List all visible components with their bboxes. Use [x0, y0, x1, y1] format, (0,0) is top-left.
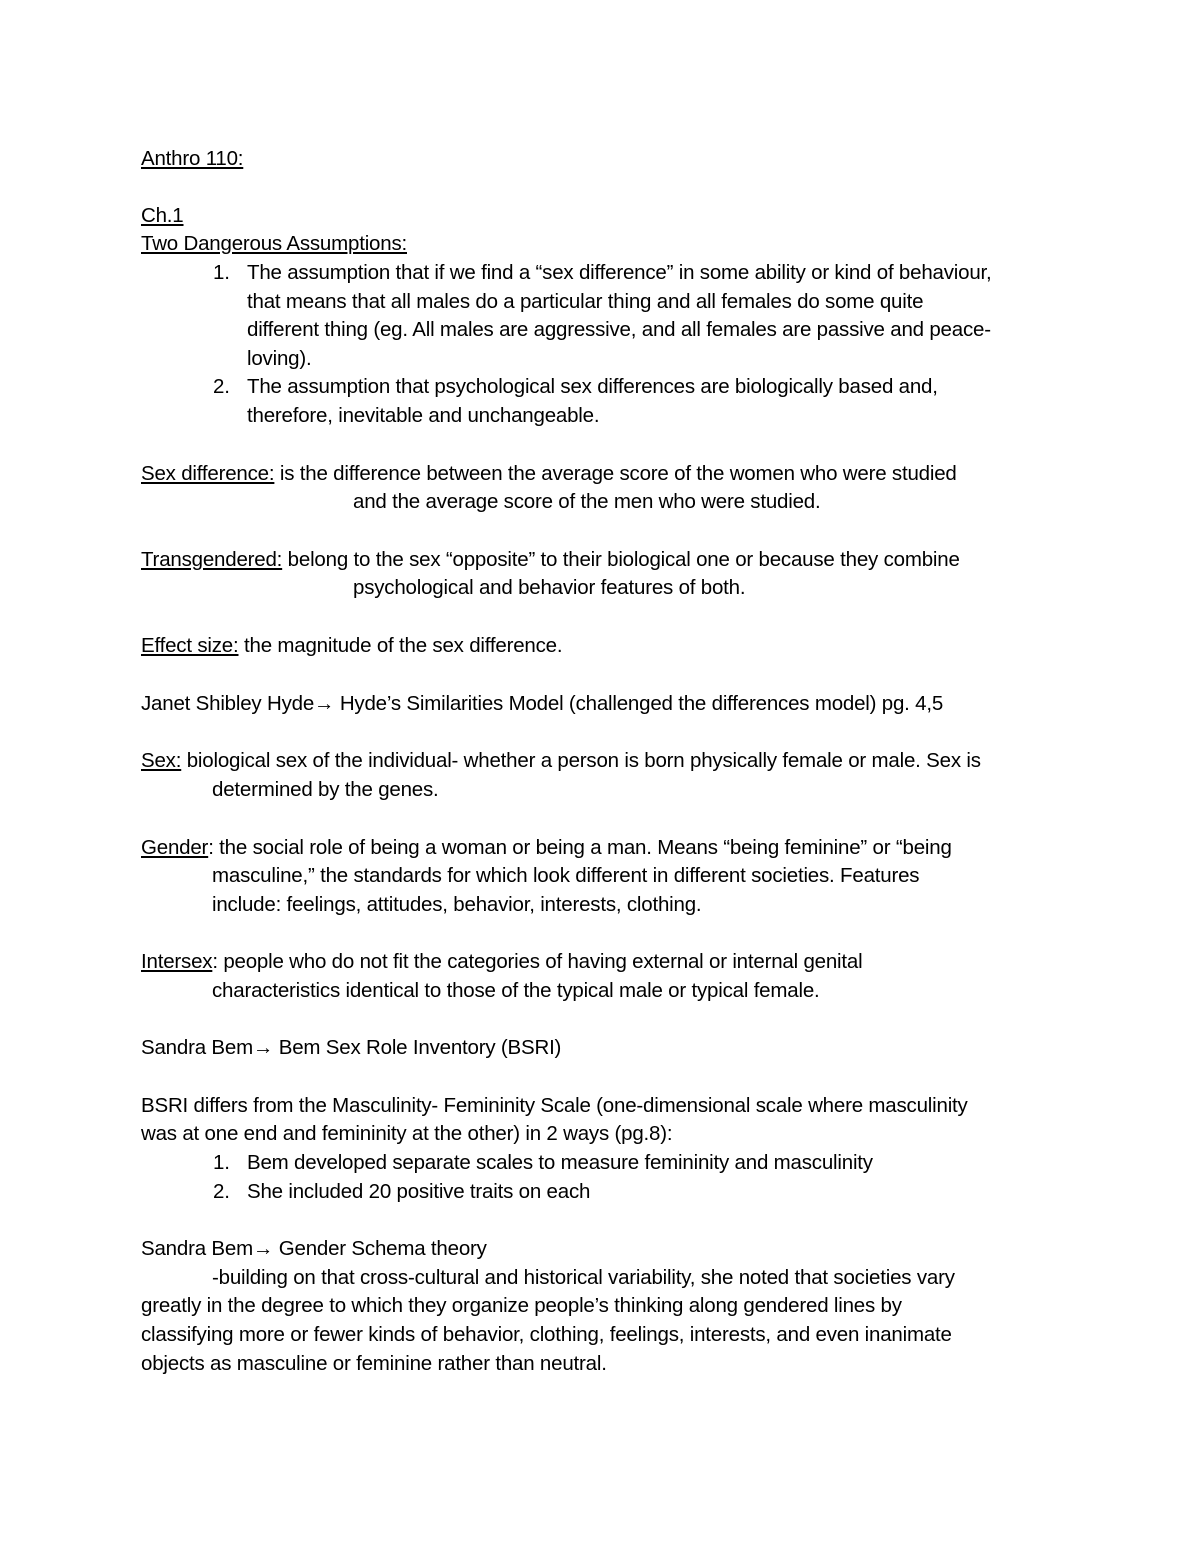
- schema-para-line-4: objects as masculine or feminine rather than neutral.: [141, 1352, 607, 1375]
- assumption-2-line-2: therefore, inevitable and unchangeable.: [247, 404, 600, 427]
- definition-intersex-line-2: characteristics identical to those of the typical male or typical female.: [212, 979, 820, 1002]
- bem-schema-note: Sandra Bem→ Gender Schema theory: [141, 1237, 487, 1260]
- definition-text: the magnitude of the sex difference.: [238, 634, 563, 657]
- assumption-1-line-4: loving).: [247, 347, 312, 370]
- bsri-item-1: Bem developed separate scales to measure femininity and masculinity: [247, 1151, 873, 1174]
- bsri-intro-line-2: was at one end and femininity at the other) in 2 ways (pg.8):: [141, 1122, 673, 1145]
- term-effect-size: Effect size:: [141, 634, 239, 657]
- bsri-item-1-number: 1.: [213, 1151, 230, 1174]
- chapter-heading: Ch.1: [141, 204, 184, 227]
- bsri-intro-line-1: BSRI differs from the Masculinity- Femininity Scale (one-dimensional scale where masculinity: [141, 1094, 968, 1117]
- assumption-2-line-1: The assumption that psychological sex differences are biologically based and,: [247, 375, 938, 398]
- bem-bsri-note: Sandra Bem→ Bem Sex Role Inventory (BSRI): [141, 1036, 562, 1059]
- definition-gender-line-2: masculine,” the standards for which look different in different societies. Features: [212, 864, 920, 887]
- definition-sex: [141, 747, 981, 775]
- definition-text: : people who do not fit the categories of having external or internal genital: [212, 950, 863, 973]
- term-transgendered: Transgendered:: [141, 548, 283, 571]
- course-title: Anthro 110:: [141, 147, 244, 170]
- hyde-model-note: Janet Shibley Hyde→ Hyde’s Similarities Model (challenged the differences model) pg. 4,5: [141, 692, 944, 715]
- definition-gender-line-3: include: feelings, attitudes, behavior, interests, clothing.: [212, 893, 702, 916]
- term-intersex: Intersex: [141, 950, 213, 973]
- term-sex: Sex:: [141, 749, 182, 772]
- assumption-1-number: 1.: [213, 261, 230, 284]
- assumption-1-line-2: that means that all males do a particular thing and all females do some quite: [247, 290, 924, 313]
- definition-sex-line-2: determined by the genes.: [212, 778, 439, 801]
- definition-transgendered: [141, 546, 960, 574]
- schema-para-line-3: classifying more or fewer kinds of behavior, clothing, feelings, interests, and even inanimate: [141, 1323, 952, 1346]
- definition-intersex: [141, 948, 862, 976]
- schema-para-line-1: -building on that cross-cultural and historical variability, she noted that societies vary: [212, 1266, 955, 1289]
- definition-text: belong to the sex “opposite” to their biological one or because they combine: [282, 548, 960, 571]
- bsri-item-2-number: 2.: [213, 1180, 230, 1203]
- assumption-2-number: 2.: [213, 375, 230, 398]
- definition-effect-size: [141, 632, 562, 660]
- assumption-1-line-1: The assumption that if we find a “sex difference” in some ability or kind of behaviour,: [247, 261, 992, 284]
- term-gender: Gender: [141, 836, 209, 859]
- definition-sex-difference-line-2: and the average score of the men who were studied.: [353, 490, 821, 513]
- term-sex-difference: Sex difference:: [141, 462, 275, 485]
- bsri-item-2: She included 20 positive traits on each: [247, 1180, 591, 1203]
- definition-gender: [141, 834, 952, 862]
- definition-text: is the difference between the average score of the women who were studied: [274, 462, 957, 485]
- assumptions-heading: Two Dangerous Assumptions:: [141, 232, 407, 255]
- schema-para-line-2: greatly in the degree to which they organize people’s thinking along gendered lines by: [141, 1294, 902, 1317]
- definition-sex-difference: [141, 460, 957, 488]
- definition-text: biological sex of the individual- whether a person is born physically female or male. Sex is: [181, 749, 981, 772]
- definition-transgendered-line-2: psychological and behavior features of both.: [353, 576, 746, 599]
- definition-text: : the social role of being a woman or being a man. Means “being feminine” or “being: [208, 836, 952, 859]
- assumption-1-line-3: different thing (eg. All males are aggressive, and all females are passive and peace-: [247, 318, 991, 341]
